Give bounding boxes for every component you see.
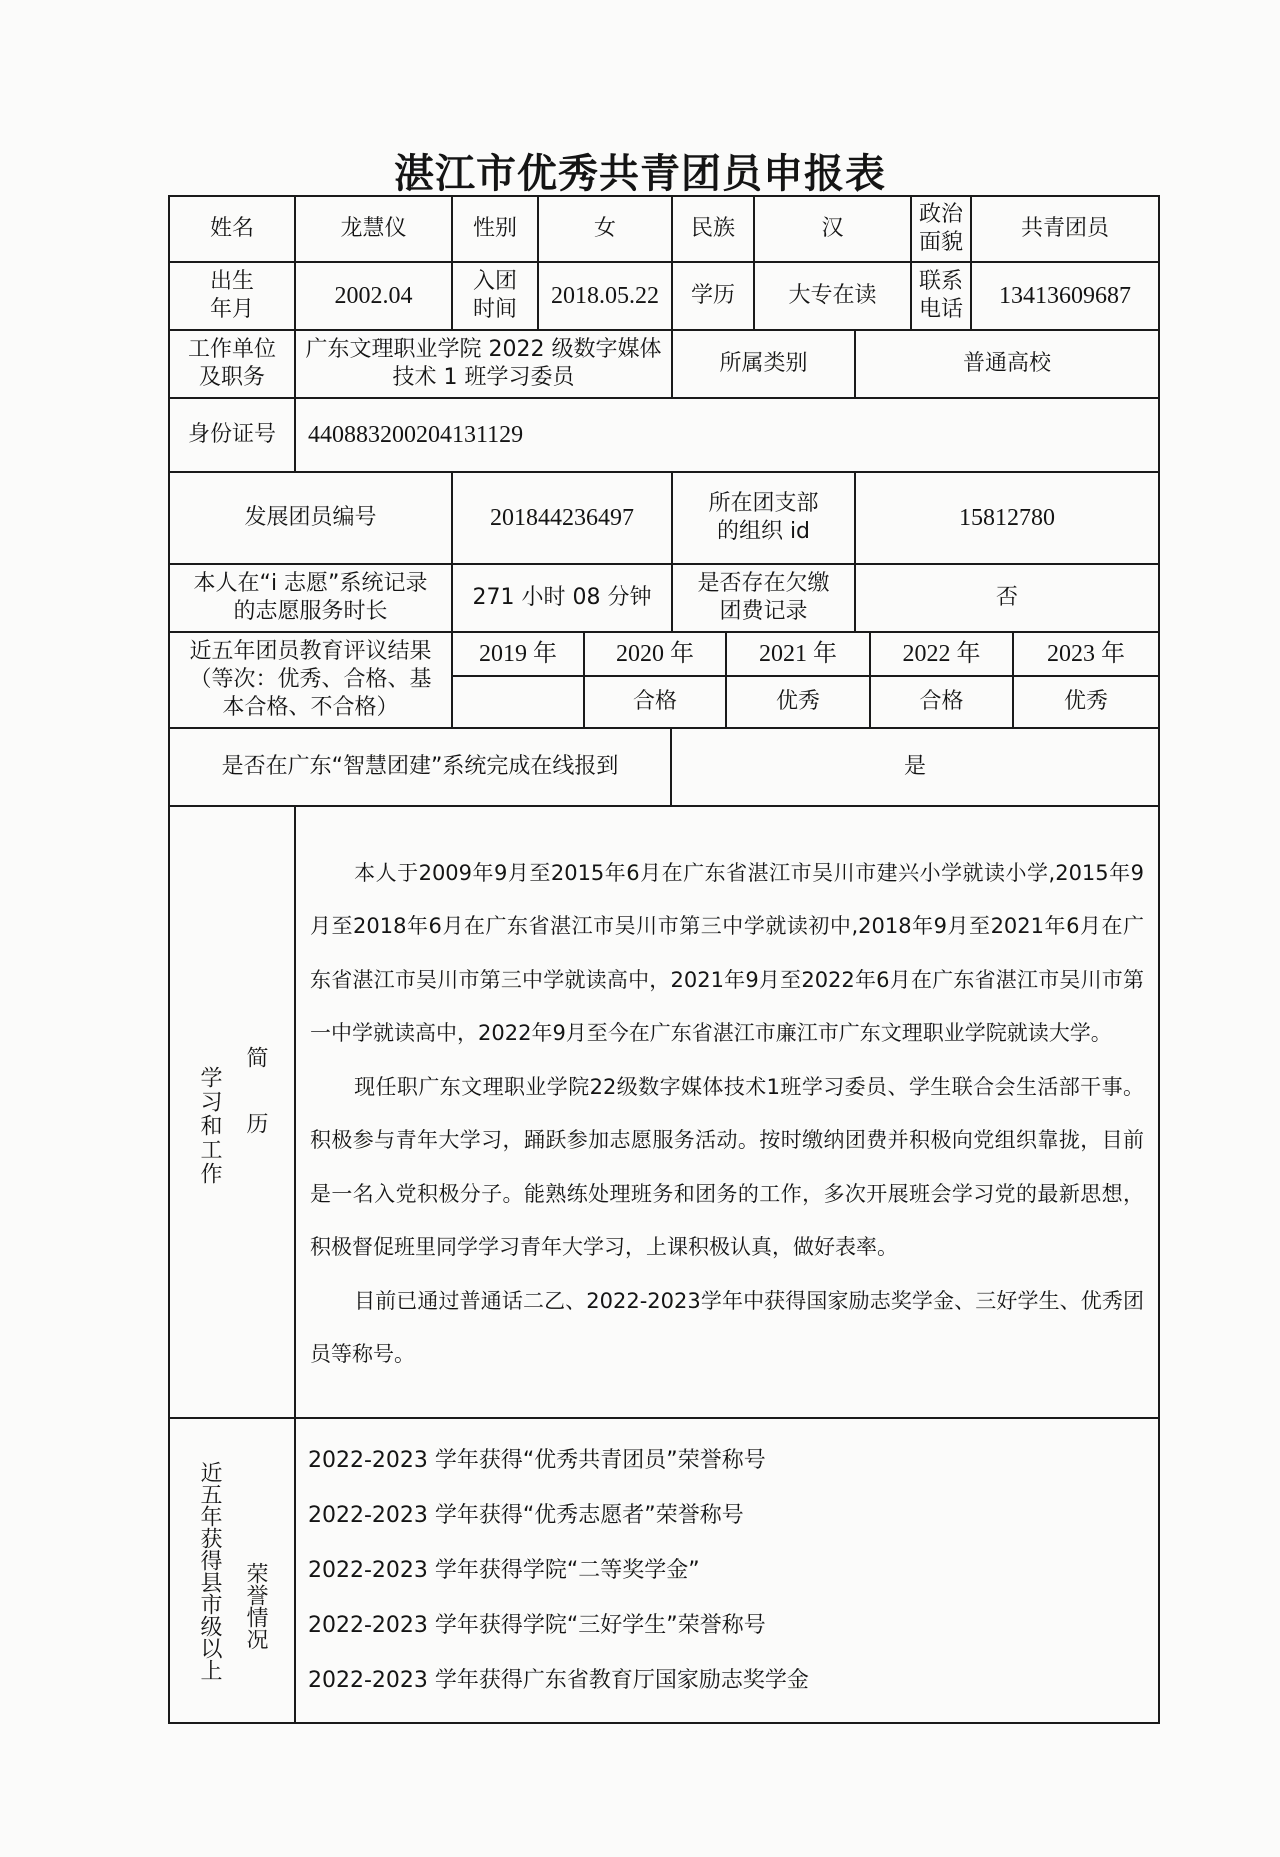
bottom-table bbox=[168, 727, 1160, 1724]
resume-content bbox=[295, 806, 1159, 1418]
honor-item: 2022-2023 学年获得“优秀共青团员”荣誉称号 bbox=[308, 1448, 766, 1473]
row-volunteer bbox=[169, 564, 1159, 632]
honor-item: 2022-2023 学年获得学院“三好学生”荣誉称号 bbox=[308, 1613, 766, 1638]
checkin-row bbox=[169, 728, 1159, 806]
resume-label-col1: 学习和工作 bbox=[197, 1066, 222, 1186]
volunteer-label-line2: 的志愿服务时长 bbox=[233, 599, 388, 624]
work-label bbox=[169, 330, 295, 398]
honors-row bbox=[169, 1418, 1159, 1723]
education-value: 大专在读 bbox=[754, 262, 911, 330]
row-work bbox=[169, 330, 1159, 398]
volunteer-hours-value: 271 小时 08 分钟 bbox=[452, 564, 672, 632]
join-value: 2018.05.22 bbox=[538, 262, 672, 330]
application-form bbox=[168, 195, 1158, 1724]
phone-value: 13413609687 bbox=[971, 262, 1159, 330]
phone-label bbox=[911, 262, 971, 330]
name-value: 龙慧仪 bbox=[295, 196, 452, 262]
evaluation-year: 2022 年 bbox=[870, 632, 1013, 676]
honors-label-col1: 近五年获得县市级以上 bbox=[197, 1460, 222, 1681]
work-label-line1: 工作单位 bbox=[187, 337, 276, 362]
ethnicity-value: 汉 bbox=[754, 196, 911, 262]
honors-label bbox=[169, 1418, 295, 1723]
phone-label-line2: 电话 bbox=[919, 297, 964, 322]
join-label bbox=[452, 262, 538, 330]
member-no-value: 201844236497 bbox=[452, 472, 672, 564]
arrears-label-line2: 团费记录 bbox=[719, 599, 808, 624]
honor-item: 2022-2023 学年获得“优秀志愿者”荣誉称号 bbox=[308, 1503, 744, 1528]
evaluation-result: 优秀 bbox=[1013, 676, 1159, 728]
volunteer-label-line1: 本人在“i 志愿”系统记录 bbox=[193, 571, 428, 596]
row-membership bbox=[169, 472, 1159, 564]
resume-label bbox=[169, 806, 295, 1418]
category-value: 普通高校 bbox=[855, 330, 1159, 398]
evaluation-result: 合格 bbox=[870, 676, 1013, 728]
evaluation-label-line1: 近五年团员教育评议结果 bbox=[189, 639, 432, 664]
evaluation-label-line3: 本合格、不合格） bbox=[222, 695, 399, 720]
form-title: 湛江市优秀共青团员申报表 bbox=[394, 151, 886, 197]
resume-row bbox=[169, 806, 1159, 1418]
member-no-label: 发展团员编号 bbox=[169, 472, 452, 564]
phone-label-line1: 联系 bbox=[919, 269, 964, 294]
row-dates bbox=[169, 262, 1159, 330]
resume-label-col2: 简历 bbox=[243, 1046, 268, 1178]
evaluation-result bbox=[452, 676, 584, 728]
education-label: 学历 bbox=[672, 262, 754, 330]
birth-label bbox=[169, 262, 295, 330]
work-value-line2: 技术 1 班学习委员 bbox=[392, 365, 575, 390]
name-label: 姓名 bbox=[169, 196, 295, 262]
id-value: 440883200204131129 bbox=[295, 398, 1159, 472]
birth-value: 2002.04 bbox=[295, 262, 452, 330]
honors-label-col2: 荣誉情况 bbox=[243, 1561, 268, 1650]
id-label: 身份证号 bbox=[169, 398, 295, 472]
gender-label: 性别 bbox=[452, 196, 538, 262]
arrears-value: 否 bbox=[855, 564, 1159, 632]
work-value bbox=[295, 330, 672, 398]
birth-label-line1: 出生 bbox=[209, 269, 254, 294]
work-value-line1: 广东文理职业学院 2022 级数字媒体 bbox=[305, 337, 662, 362]
honor-item: 2022-2023 学年获得学院“二等奖学金” bbox=[308, 1558, 700, 1583]
honor-item: 2022-2023 学年获得广东省教育厅国家励志奖学金 bbox=[308, 1668, 809, 1693]
row-id bbox=[169, 398, 1159, 472]
honors-list bbox=[295, 1418, 1159, 1723]
resume-paragraph: 本人于2009年9月至2015年6月在广东省湛江市吴川市建兴小学就读小学,2015年9月至2018年6月在广东省湛江市吴川市第三中学就读初中,2018年9月至2021年6月在广东省湛江市吴川市第三中学就读高中，2021年9月至2022年6月在广东省湛江市吴川市第一中学就读高中，2022年9月至今在广东省湛江市廉江市广东文理职业学院就读大学。 bbox=[310, 860, 1145, 1045]
political-label-line1: 政治 bbox=[919, 202, 964, 227]
checkin-label: 是否在广东“智慧团建”系统完成在线报到 bbox=[169, 728, 671, 806]
evaluation-table bbox=[168, 631, 1160, 729]
join-label-line1: 入团 bbox=[472, 269, 517, 294]
evaluation-year: 2023 年 bbox=[1013, 632, 1159, 676]
evaluation-year: 2020 年 bbox=[584, 632, 726, 676]
evaluation-result: 优秀 bbox=[726, 676, 870, 728]
checkin-value: 是 bbox=[671, 728, 1159, 806]
arrears-label-line1: 是否存在欠缴 bbox=[697, 571, 830, 596]
evaluation-result: 合格 bbox=[584, 676, 726, 728]
org-id-label-line2: 的组织 id bbox=[716, 519, 811, 544]
org-id-label-line1: 所在团支部 bbox=[708, 491, 819, 516]
political-label bbox=[911, 196, 971, 262]
political-value: 共青团员 bbox=[971, 196, 1159, 262]
evaluation-years-row bbox=[169, 632, 1159, 676]
evaluation-label bbox=[169, 632, 452, 728]
resume-paragraph: 目前已通过普通话二乙、2022-2023学年中获得国家励志奖学金、三好学生、优秀团员等称号。 bbox=[310, 1288, 1145, 1366]
form-table bbox=[168, 195, 1160, 633]
birth-label-line2: 年月 bbox=[209, 297, 254, 322]
resume-paragraph: 现任职广东文理职业学院22级数字媒体技术1班学习委员、学生联合会生活部干事。积极参与青年大学习，踊跃参加志愿服务活动。按时缴纳团费并积极向党组织靠拢，目前是一名入党积极分子。能熟练处理班务和团务的工作，多次开展班会学习党的最新思想，积极督促班里同学学习青年大学习，上课积极认真，做好表率。 bbox=[310, 1074, 1145, 1259]
political-label-line2: 面貌 bbox=[919, 230, 964, 255]
volunteer-label bbox=[169, 564, 452, 632]
gender-value: 女 bbox=[538, 196, 672, 262]
evaluation-year: 2019 年 bbox=[452, 632, 584, 676]
org-id-value: 15812780 bbox=[855, 472, 1159, 564]
evaluation-label-line2: （等次：优秀、合格、基 bbox=[189, 667, 432, 692]
category-label: 所属类别 bbox=[672, 330, 855, 398]
ethnicity-label: 民族 bbox=[672, 196, 754, 262]
org-id-label bbox=[672, 472, 855, 564]
evaluation-year: 2021 年 bbox=[726, 632, 870, 676]
row-basic-info bbox=[169, 196, 1159, 262]
arrears-label bbox=[672, 564, 855, 632]
join-label-line2: 时间 bbox=[472, 297, 517, 322]
work-label-line2: 及职务 bbox=[198, 365, 265, 390]
